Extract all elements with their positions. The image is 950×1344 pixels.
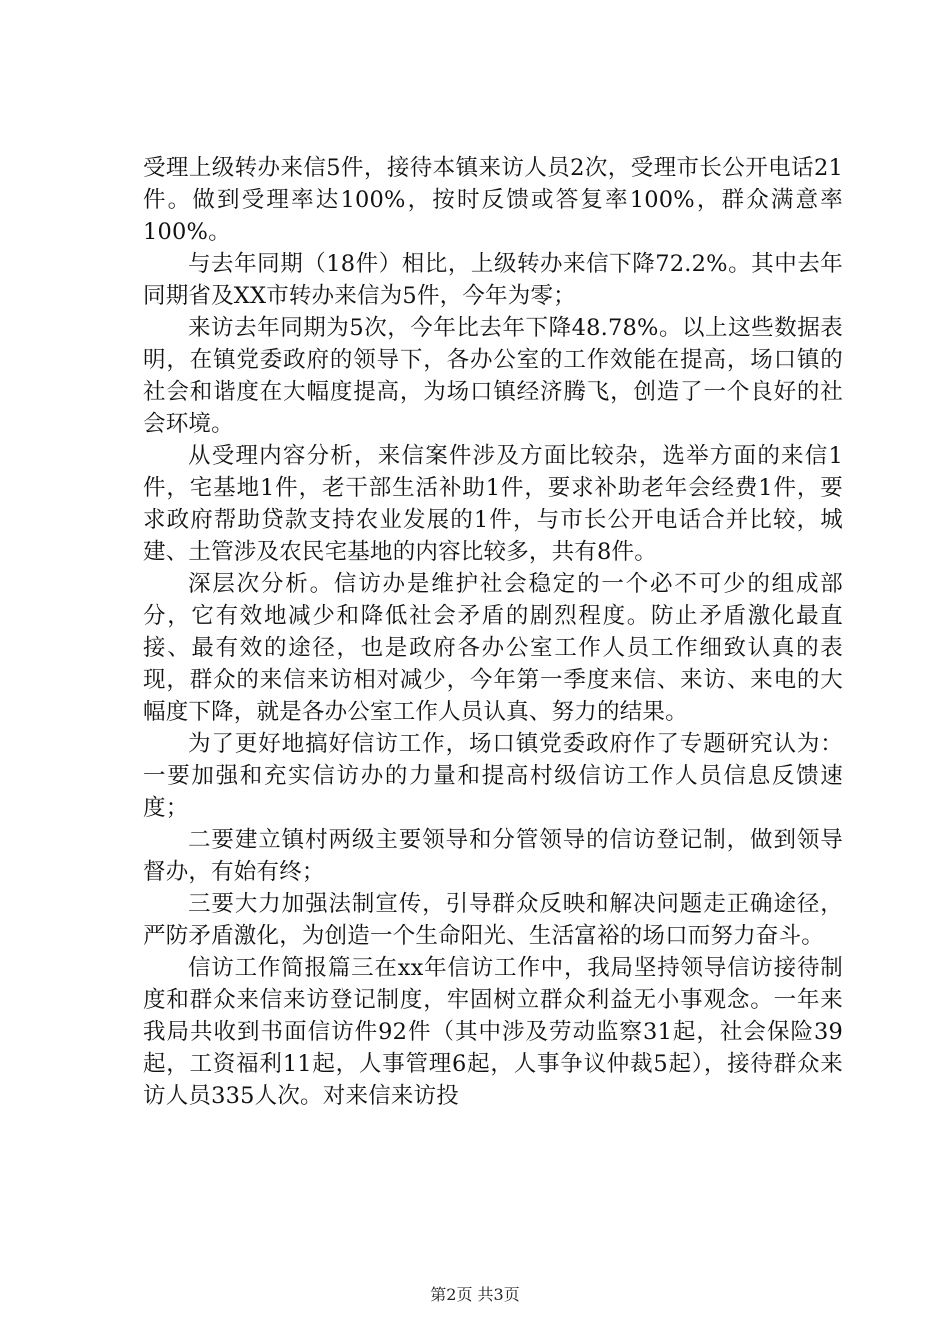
paragraph-6: 为了更好地搞好信访工作，场口镇党委政府作了专题研究认为：一要加强和充实信访办的力量和提高村级信访工作人员信息反馈速度； — [143, 731, 843, 821]
paragraph-2: 与去年同期（18件）相比，上级转办来信下降72.2%。其中去年同期省及XX市转办来信为5件，今年为零； — [143, 251, 843, 309]
paragraph-1: 受理上级转办来信5件，接待本镇来访人员2次，受理市长公开电话21件。做到受理率达100%，按时反馈或答复率100%，群众满意率100%。 — [143, 155, 843, 245]
document-body — [143, 152, 843, 1112]
paragraph-9: 信访工作简报篇三在xx年信访工作中，我局坚持领导信访接待制度和群众来信来访登记制度，牢固树立群众利益无小事观念。一年来我局共收到书面信访件92件（其中涉及劳动监察31起，社会保险39起，工资福利11起，人事管理6起，人事争议仲裁5起），接待群众来访人员335人次。对来信来访投 — [143, 955, 843, 1109]
paragraph-4: 从受理内容分析，来信案件涉及方面比较杂，选举方面的来信1件，宅基地1件，老干部生活补助1件，要求补助老年会经费1件，要求政府帮助贷款支持农业发展的1件，与市长公开电话合并比较，城建、土管涉及农民宅基地的内容比较多，共有8件。 — [143, 443, 843, 565]
page-footer: 第2页 共3页 — [430, 1285, 520, 1304]
paragraph-5: 深层次分析。信访办是维护社会稳定的一个必不可少的组成部分，它有效地减少和降低社会矛盾的剧烈程度。防止矛盾激化最直接、最有效的途径，也是政府各办公室工作人员工作细致认真的表现，群众的来信来访相对减少，今年第一季度来信、来访、来电的大幅度下降，就是各办公室工作人员认真、努力的结果。 — [143, 571, 843, 725]
paragraph-7: 二要建立镇村两级主要领导和分管领导的信访登记制，做到领导督办，有始有终； — [143, 827, 843, 885]
paragraph-8: 三要大力加强法制宣传，引导群众反映和解决问题走正确途径，严防矛盾激化，为创造一个生命阳光、生活富裕的场口而努力奋斗。 — [143, 891, 843, 949]
paragraph-3: 来访去年同期为5次，今年比去年下降48.78%。以上这些数据表明，在镇党委政府的领导下，各办公室的工作效能在提高，场口镇的社会和谐度在大幅度提高，为场口镇经济腾飞，创造了一个良好的社会环境。 — [143, 315, 843, 437]
